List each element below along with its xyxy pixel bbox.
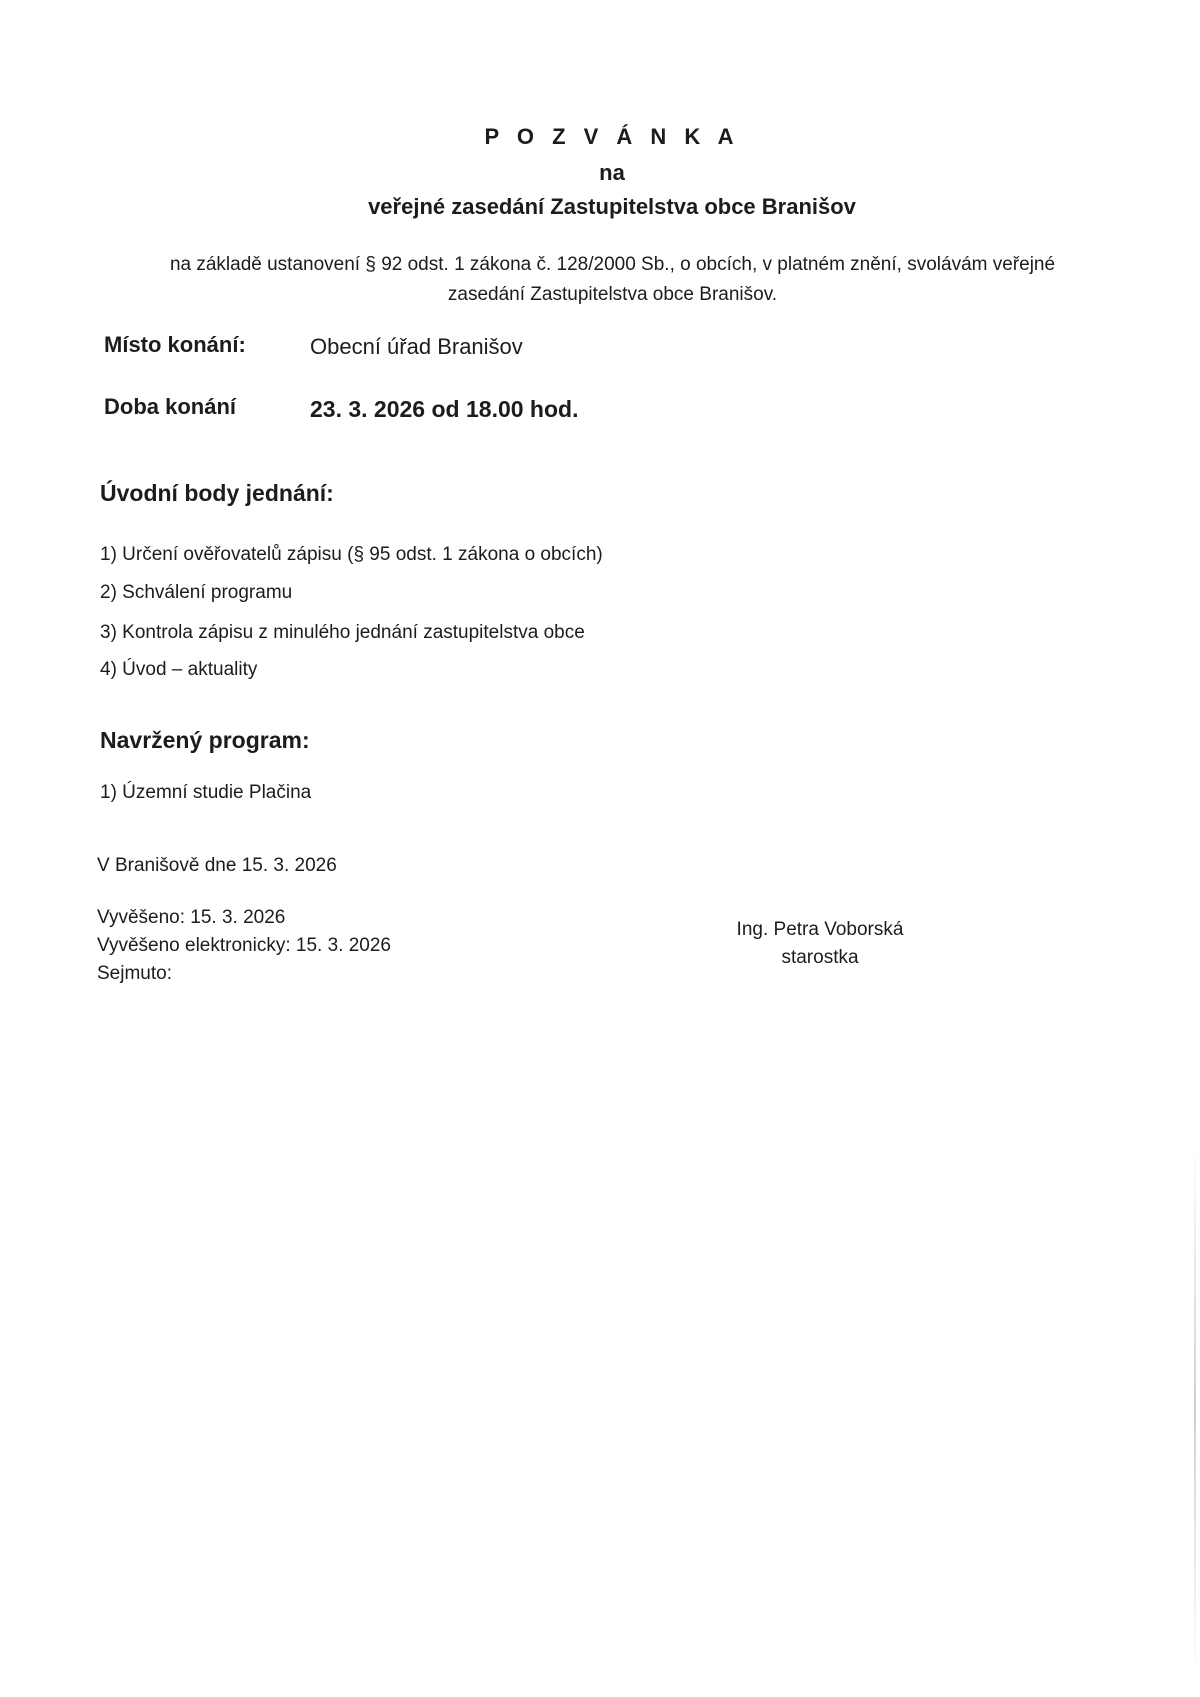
opening-heading: Úvodní body jednání: [100, 480, 334, 506]
intro-paragraph [120, 250, 1105, 310]
venue-label: Místo konání: [104, 332, 246, 357]
removed-date: Sejmuto: [97, 963, 172, 984]
opening-item: 2) Schválení programu [100, 582, 293, 603]
posted-electronic-date: Vyvěšeno elektronicky: 15. 3. 2026 [97, 935, 391, 956]
posting-block [97, 904, 391, 988]
opening-item: 4) Úvod – aktuality [100, 659, 258, 680]
document-heading: veřejné zasedání Zastupitelstva obce Branišov [368, 194, 856, 219]
scan-edge-artifact [1194, 1140, 1196, 1680]
document-title: P O Z V Á N K A [484, 124, 740, 149]
program-item: 1) Územní studie Plačina [100, 782, 312, 803]
venue-value: Obecní úřad Branišov [310, 334, 523, 359]
intro-line-1: na základě ustanovení § 92 odst. 1 zákona č. 128/2000 Sb., o obcích, v platném znění, svolávám veřejné [169, 254, 1056, 275]
posted-date: Vyvěšeno: 15. 3. 2026 [97, 907, 286, 928]
signatory-role: starostka [781, 947, 859, 968]
opening-item: 1) Určení ověřovatelů zápisu (§ 95 odst. 1 zákona o obcích) [100, 544, 603, 565]
document-subtitle: na [599, 160, 625, 185]
opening-item: 3) Kontrola zápisu z minulého jednání zastupitelstva obce [100, 622, 585, 643]
place-and-date: V Branišově dne 15. 3. 2026 [97, 855, 337, 876]
program-heading: Navržený program: [100, 727, 310, 753]
intro-line-2: zasedání Zastupitelstva obce Branišov. [447, 284, 778, 305]
time-label: Doba konání [104, 394, 237, 419]
signatory-name: Ing. Petra Voborská [736, 919, 904, 940]
signature-block [700, 916, 940, 972]
time-value: 23. 3. 2026 od 18.00 hod. [310, 396, 579, 422]
